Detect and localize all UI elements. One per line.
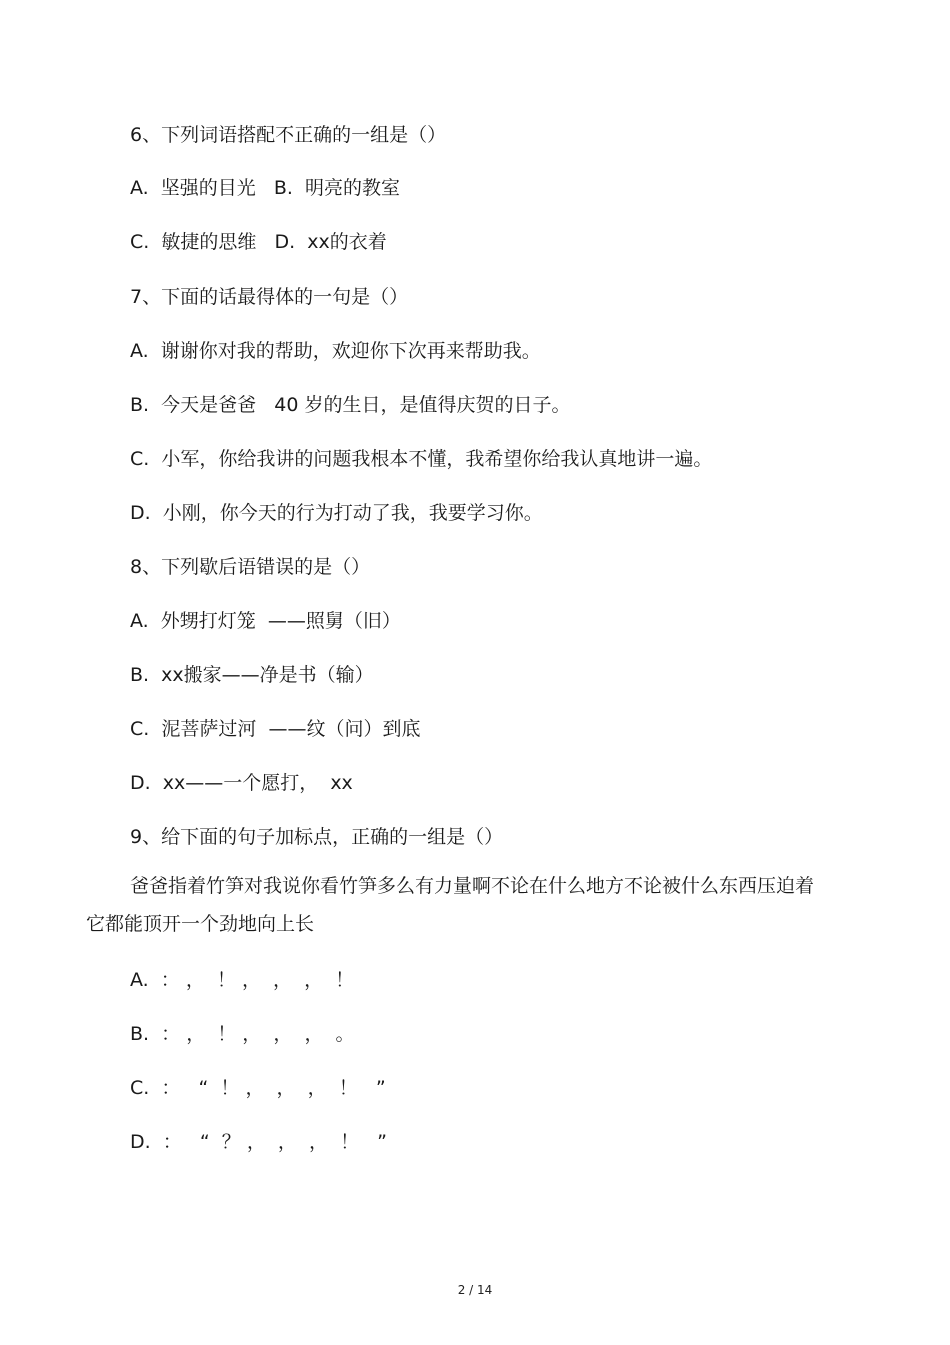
question-7-option: C. 小军，你给我讲的问题我根本不懂，我希望你给我认真地讲一遍。 [130, 448, 713, 470]
question-8-option: B. xx搬家——净是书（输） [130, 664, 374, 686]
question-9-option: C. ： “ ！ ， ， ， ！ ” [130, 1077, 386, 1099]
question-9-option: B. ： ， ！ ， ， ， 。 [130, 1023, 355, 1045]
question-8-option: C. 泥菩萨过河 ——纹（问）到底 [130, 718, 421, 740]
question-6-option: C. 敏捷的思维 D. xx的衣着 [130, 231, 387, 253]
question-7-stem: 7、下面的话最得体的一句是（） [130, 286, 409, 308]
question-6-option: A. 坚强的目光 B. 明亮的教室 [130, 177, 401, 199]
question-6-stem: 6、下列词语搭配不正确的一组是（） [130, 124, 447, 146]
question-8-option: D. xx——一个愿打， xx [130, 772, 353, 794]
question-8-option: A. 外甥打灯笼 ——照舅（旧） [130, 610, 401, 632]
question-7-option: D. 小刚，你今天的行为打动了我，我要学习你。 [130, 502, 543, 524]
question-7-option: A. 谢谢你对我的帮助，欢迎你下次再来帮助我。 [130, 340, 541, 362]
page-number: 2 / 14 [457, 1283, 493, 1297]
question-9-stem: 9、给下面的句子加标点，正确的一组是（） [130, 826, 504, 848]
question-7-option: B. 今天是爸爸 40 岁的生日，是值得庆贺的日子。 [130, 394, 571, 416]
question-9-option: D. ： “ ？ ， ， ， ！ ” [130, 1131, 388, 1153]
question-9-option: A. ： ， ！ ， ， ， ！ [130, 969, 355, 991]
question-8-stem: 8、下列歇后语错误的是（） [130, 556, 371, 578]
question-9-passage: 爸爸指着竹笋对我说你看竹笋多么有力量啊不论在什么地方不论被什么东西压迫着它都能顶开一个劲地向上长 [86, 875, 815, 935]
